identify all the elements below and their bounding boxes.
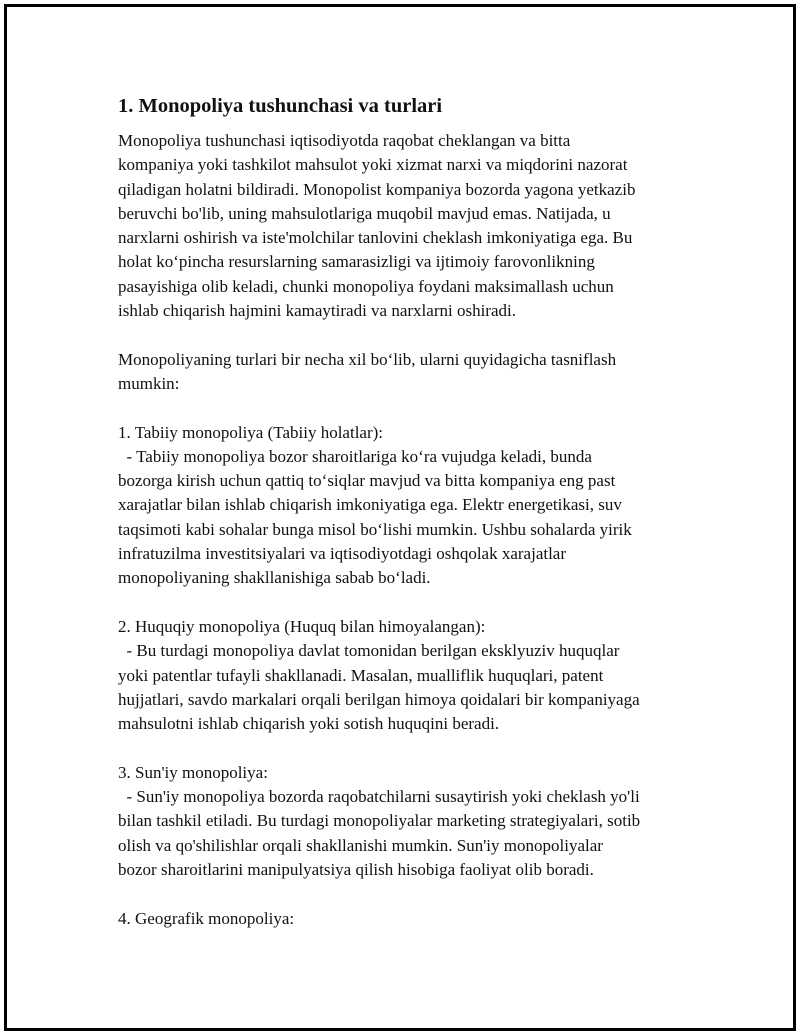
text-line: yoki patentlar tufayli shakllanadi. Masalan, mualliflik huquqlari, patent — [118, 665, 604, 685]
text-line: ishlab chiqarish hajmini kamaytiradi va narxlarni oshiradi. — [118, 301, 516, 321]
text-line: taqsimoti kabi sohalar bunga misol bo‘lishi mumkin. Ushbu sohalarda yirik — [118, 519, 632, 539]
section-heading: 1. Monopoliya tushunchasi va turlari — [118, 95, 443, 117]
list-item-title: 4. Geografik monopoliya: — [118, 908, 295, 928]
blank-line — [118, 396, 693, 420]
text-line: mumkin: — [118, 373, 180, 393]
list-item-title: 1. Tabiiy monopoliya (Tabiiy holatlar): — [118, 422, 384, 442]
blank-line — [118, 591, 693, 615]
list-item-title: 2. Huquqiy monopoliya (Huquq bilan himoyalangan): — [118, 616, 486, 636]
text-line: bozorga kirish uchun qattiq to‘siqlar mavjud va bitta kompaniya eng past — [118, 471, 616, 491]
text-line: xarajatlar bilan ishlab chiqarish imkoniyatiga ega. Elektr energetikasi, suv — [118, 495, 622, 515]
text-line: monopoliyaning shakllanishiga sabab bo‘ladi. — [118, 568, 431, 588]
text-line: hujjatlari, savdo markalari orqali berilgan himoya qoidalari bir kompaniyaga — [118, 689, 640, 709]
text-line: narxlarni oshirish va iste'molchilar tanlovini cheklash imkoniyatiga ega. Bu — [118, 228, 633, 248]
list-item-title: 3. Sun'iy monopoliya: — [118, 762, 268, 782]
text-line: infratuzilma investitsiyalari va iqtisodiyotdagi oshqolak xarajatlar — [118, 544, 567, 564]
text-line: Monopoliya tushunchasi iqtisodiyotda raqobat cheklangan va bitta — [118, 131, 571, 150]
text-line: - Tabiiy monopoliya bozor sharoitlariga ko‘ra vujudga keladi, bunda — [118, 446, 592, 466]
text-line: pasayishiga olib keladi, chunki monopoliya foydani maksimallash uchun — [118, 276, 614, 296]
blank-line — [118, 736, 693, 760]
text-line: bilan tashkil etiladi. Bu turdagi monopoliyalar marketing strategiyalari, sotib — [118, 811, 641, 831]
text-line: beruvchi bo'lib, uning mahsulotlariga muqobil mavjud emas. Natijada, u — [118, 203, 611, 223]
blank-line — [118, 882, 693, 906]
text-line: kompaniya yoki tashkilot mahsulot yoki xizmat narxi va miqdorini nazorat — [118, 155, 628, 175]
text-line: - Bu turdagi monopoliya davlat tomonidan berilgan eksklyuziv huquqlar — [118, 641, 620, 661]
text-line: bozor sharoitlarini manipulyatsiya qilish hisobiga faoliyat olib boradi. — [118, 859, 594, 879]
text-line: mahsulotni ishlab chiqarish yoki sotish huquqini beradi. — [118, 714, 500, 734]
blank-line — [118, 323, 693, 347]
text-line: qiladigan holatni bildiradi. Monopolist kompaniya bozorda yagona yetkazib — [118, 179, 636, 199]
text-line: olish va qo'shilishlar orqali shakllanishi mumkin. Sun'iy monopoliyalar — [118, 835, 603, 855]
text-line: Monopoliyaning turlari bir necha xil bo‘lib, ularni quyidagicha tasniflash — [118, 349, 617, 369]
text-line: - Sun'iy monopoliya bozorda raqobatchilarni susaytirish yoki cheklash yo'li — [118, 787, 640, 807]
text-line: holat ko‘pincha resurslarning samarasizligi va ijtimoiy farovonlikning — [118, 252, 595, 272]
document-body — [118, 92, 693, 931]
document-text — [118, 129, 693, 931]
